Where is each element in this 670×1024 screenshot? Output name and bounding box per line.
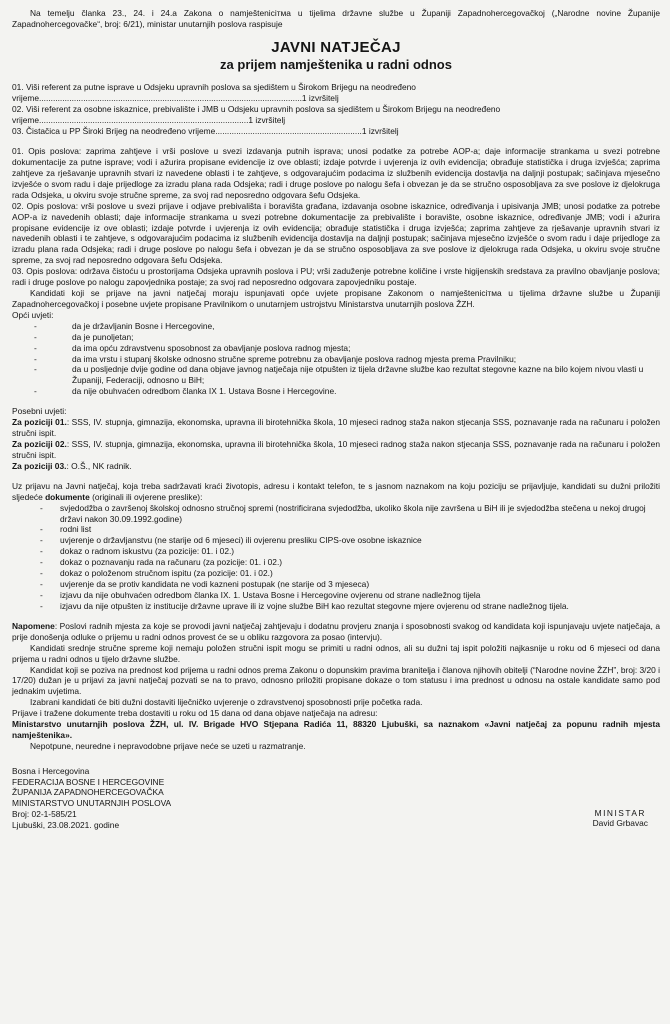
signature-name: David Grbavac [592, 818, 648, 829]
address-text: Ministarstvo unutarnjih poslova ŽZH, ul. IV. Brigade HVO Stjepana Radića 11, 88320 Ljubuški, sa naznakom «Javni natječaj za popunu radnih mjesta namještenika». [12, 719, 660, 741]
special-condition-label: Za poziciji 02. [12, 439, 67, 450]
intro-paragraph: Na temelju članka 23., 24. i 24.a Zakona o namješteniciтма u tijelima državne službe u Županiji Zapadnohercegovačkoj („Narodne novine Županije Zapadnohercegovačke“, broj: 6/21), ministar unutarnjih poslova raspisuje [12, 8, 660, 29]
incomplete-paragraph: Nepotpune, neuredne i nepravodobne prijave neće se uzeti u razmatranje. [30, 740, 306, 751]
notice-subtitle: za prijem namještenika u radni odnos [220, 56, 452, 72]
application-paragraph [12, 481, 660, 503]
positions-list [12, 82, 660, 137]
deadline-paragraph: Prijave i tražene dokumente treba dostaviti u roku od 15 dana od dana objave natječaja na adresu: [12, 708, 378, 719]
special-conditions-label: Posebni uvjeti: [12, 406, 67, 417]
issue-date: Ljubuški, 23.08.2021. godine [12, 819, 120, 830]
conditions-intro: Kandidati koji se prijave na javni natječaj moraju ispunjavati opće uvjete propisane Zakonom o namješteniciтма u tijelima državne službe u Županiji Zapadnohercegovačkoj i posebne uvjete propisane Pravilnikom o unutarnjem ustrojstvu Ministarstva unutarnjih poslova ŽZH. [12, 288, 660, 309]
job-description: 02. Opis poslova: vrši poslove u svezi prijave i odjave prebivališta i boravišta građana, izdavanja osobne iskaznice, određivanja i upisivanja JMB; unosi podatke za potrebe AOP-a iz navedenih oblasti; daje informacije strankama u svezi potrebne dokumentacije za prebivalište i boravište, osobne iskaznice, određivanje JMB; vodi i ažurira propisane evidencije iz ove oblasti; izdaje potvrde i uvjerenja iz ovih evidencija; obrađuje statistička i druga izvješća; zaprima zahtjeve za rješavanje upravnih stvari iz navedenih oblasti i te zahtjeve, s odgovarajućim podacima iz službenih evidencija dostavlja na daljnji postupak; sačinjava mjesečno izvješće o svom radu i daje prijedloge za izradu plana rada Odsjeka; radi i druge poslove po nalogu šefa i obvezan je da se stručno osposobljava za sve poslove iz djelokruga rada Odsjeka, u okviru svoje stručne spreme, za svoj rad neposredno odgovara šefu Odsjeka. [12, 200, 660, 266]
special-condition [12, 439, 660, 461]
note-text: : Poslovi radnih mjesta za koje se provodi javni natječaj zahtjevaju i dodatnu provjeru znanja i sposobnosti svakog od kandidata koji ispunjavaju uvjete natječaja, a prije donošenja odluke o prijemu u radni odnos provest će se u obliku razgovora za posao (intervju). [12, 620, 660, 642]
special-conditions [12, 417, 660, 472]
position-item: 02. Viši referent za osobne iskaznice, prebivalište i JMB u Odsjeku upravnih poslova sa sjedištem u Širokom Brijegu na neodređeno vrijeme..........................................................................................1 izvršitelj [12, 104, 501, 126]
list-item: - rodni list [12, 524, 660, 535]
note-paragraph [12, 621, 660, 643]
special-condition-text: : SSS, IV. stupnja, gimnazija, ekonomska, upravna ili birotehnička škola, 10 mjeseci radnog staža nakon stjecanja SSS, poznavanje rada na računaru i položen stručni ispit. [12, 439, 660, 460]
general-conditions-label: Opći uvjeti: [12, 309, 54, 320]
list-item: - izjavu da nije otpušten iz institucije državne uprave ili iz vojne službe BiH kao rezultat stegovne mjere ovjerenu od strane nadležnog tijela. [12, 601, 660, 612]
footer-line: Bosna i Hercegovina [12, 765, 90, 776]
list-item: - dokaz o poznavanju rada na računaru (za pozicije: 01. i 02.) [12, 557, 660, 568]
list-item: - da u posljednje dvije godine od dana objave javnog natječaja nije otpušten iz tijela državne službe kao rezultat stegovne kazne na bilo kojem nivou vlasti u Županiji, Federaciji, odnosno u BiH; [12, 364, 660, 386]
position-item: 03. Čistačica u PP Široki Brijeg na neodređeno vrijeme...............................................................1 izvršitelj [12, 126, 399, 137]
medical-paragraph: Izabrani kandidati će biti dužni dostaviti liječničko uvjerenje o zdravstvenoj sposobnosti prije početka rada. [30, 697, 423, 708]
list-item: - uvjerenje da se protiv kandidata ne vodi kazneni postupak (ne starije od 3 mjeseca) [12, 579, 660, 590]
application-documents-label: dokumente [45, 491, 90, 502]
special-condition [12, 461, 660, 472]
list-item: - da nije obuhvaćen odredbom članka IX 1. Ustava Bosne i Hercegovine. [12, 386, 660, 397]
signature-block [593, 808, 648, 828]
list-item: - da ima vrstu i stupanj školske odnosno stručne spreme potrebnu za obavljanje poslova radnog mjesta prema Pravilniku; [12, 354, 660, 365]
job-description: 03. Opis poslova: održava čistoću u prostorijama Odsjeka upravnih poslova i PU; vrši zaduženje potrebne količine i vrste higijenskih sredstava za pravilno obavljanje poslova; radi i druge poslove po nalogu zapovjednika postaje; za svoj rad neposredno odgovara zapovjedniku postaje. [12, 266, 660, 288]
special-condition-label: Za poziciji 01. [12, 417, 67, 428]
special-condition-text: : SSS, IV. stupnja, gimnazija, ekonomska, upravna ili birotehnička škola, 10 mjeseci radnog staža nakon stjecanja SSS, poznavanje rada na računaru i položen stručni ispit. [12, 417, 660, 439]
job-description: 01. Opis poslova: zaprima zahtjeve i vrši poslove u svezi izdavanja putnih isprava; unosi podatke za potrebe AOP-a; daje informacije strankama u svezi potrebne dokumentacije za putne isprave; vodi i ažurira propisane evidencije iz ove oblasti; izdaje potvrde i uvjerenja iz ovih evidencija; obrađuje statistička i druga izvješća; zaprima zahtjeve za rješavanje upravnih stvari iz navedene oblasti i te zahtjeve, s odgovarajućim podacima iz službenih evidencija dostavlja na daljnji postupak; sačinjava mjesečno izvješće o svom radu i daje prijedloge za izradu plana rada Odsjeka; radi i druge poslove po nalogu šefa i obvezan je da se stručno osposobljava za sve poslove iz djelokruga rada Odsjeka, u okviru svoje stručne spreme, za svoj rad neposredno odgovara šefu Odsjeka. [12, 146, 660, 200]
list-item: - da je državljanin Bosne i Hercegovine, [12, 321, 660, 332]
job-descriptions [12, 146, 660, 288]
list-item: - da je punoljetan; [12, 332, 660, 343]
list-item: - uvjerenje o državljanstvu (ne starije od 6 mjeseci) ili ovjerenu presliku CIPS-ove osobne iskaznice [12, 535, 660, 546]
special-condition-label: Za poziciji 03. [12, 460, 67, 471]
footer-line: FEDERACIJA BOSNE I HERCEGOVINE [12, 776, 165, 787]
special-condition-text: : O.Š., NK radnik. [66, 460, 132, 471]
list-item: - svjedodžba o završenoj školskoj odnosno stručnoj spremi (nostrificirana svjedodžba, ukoliko škola nije završena u BiH ili je svjedodžba stečena u nekoj drugoj državi nakon 30.09.1992.godine) [12, 503, 660, 525]
special-condition [12, 417, 660, 439]
application-text: Uz prijavu na Javni natječaj, koja treba sadržavati kraći životopis, adresu i kontakt telefon, te s jasnom naznakom na koju poziciju se prijavljuje, kandidati su dužni priložiti sljedeće [12, 480, 660, 502]
documents-list [12, 503, 660, 612]
list-item: - izjavu da nije obuhvaćen odredbom članka IX. 1. Ustava Bosne i Hercegovine ovjerenu od strane nadležnog tijela [12, 590, 660, 601]
signature-title: MINISTAR [594, 808, 646, 819]
priority-paragraph: Kandidat koji se poziva na prednost kod prijema u radni odnos prema Zakonu o dopunskim pravima branitelja i članova njihovih obitelji (“Narodne novine ŽZH”, broj: 3/20 i 17/20) dužan je u prijavi za javni natječaj pozvati se na to pravo, odnosno priložiti propisane dokaze o tom statusu i ima prednost u odnosu na ostale kandidate samo pod jednakim uvjetima. [12, 664, 660, 697]
footer [12, 766, 660, 831]
general-conditions-list [12, 321, 660, 397]
notice-title: JAVNI NATJEČAJ [271, 38, 401, 56]
list-item: - dokaz o radnom iskustvu (za pozicije: 01. i 02.) [12, 546, 660, 557]
note-label: Napomene [12, 620, 55, 631]
exam-paragraph: Kandidati srednje stručne spreme koji nemaju položen stručni ispit mogu se primiti u radni odnos, ali su dužni taj ispit položiti najkasnije u roku od 6 mjeseci od dana prijema u radni odnos u tijelo državne službe. [12, 642, 660, 664]
address-paragraph [12, 719, 660, 741]
footer-line: ŽUPANIJA ZAPADNOHERCEGOVAČKA [12, 787, 164, 798]
application-tail: (originali ili ovjerene preslike): [92, 491, 203, 502]
list-item: - dokaz o položenom stručnom ispitu (za pozicije: 01. i 02.) [12, 568, 660, 579]
reference-number: Broj: 02-1-585/21 [12, 808, 77, 819]
list-item: - da ima opću zdravstvenu sposobnost za obavljanje poslova radnog mjesta; [12, 343, 660, 354]
position-item: 01. Viši referent za putne isprave u Odsjeku upravnih poslova sa sjedištem u Širokom Brijegu na neodređeno vrijeme.................................................................................................................1 izvršitelj [12, 82, 416, 104]
footer-line: MINISTARSTVO UNUTARNJIH POSLOVA [12, 798, 172, 809]
